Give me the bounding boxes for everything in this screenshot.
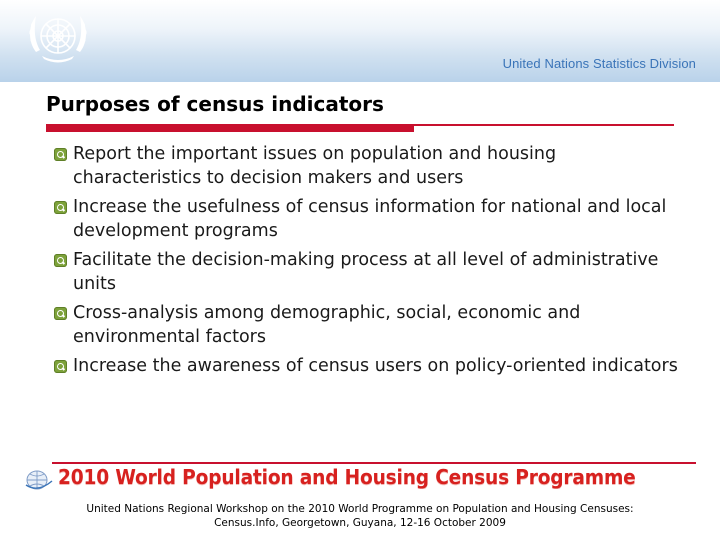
banner-text: 2010 World Population and Housing Census Programme: [58, 465, 636, 489]
bullet-item: [54, 248, 684, 296]
q-bullet-icon: [54, 360, 67, 373]
bullet-text: Cross-analysis among demographic, social, economic and environmental factors: [73, 303, 581, 347]
q-bullet-icon: [54, 148, 67, 161]
banner-rule: [52, 462, 696, 464]
q-bullet-icon: [54, 307, 67, 320]
footer-line-2: Census.Info, Georgetown, Guyana, 12-16 October 2009: [214, 517, 506, 529]
footer: [0, 502, 720, 530]
bullet-item: [54, 301, 684, 349]
q-bullet-icon: [54, 254, 67, 267]
bullet-text: Increase the usefulness of census information for national and local development programs: [73, 197, 667, 241]
bullet-list: [54, 142, 684, 383]
bullet-text: Increase the awareness of census users on policy-oriented indicators: [73, 356, 678, 376]
division-name: United Nations Statistics Division: [502, 56, 696, 71]
bullet-text: Facilitate the decision-making process at all level of administrative units: [73, 250, 659, 294]
slide-title: Purposes of census indicators: [46, 92, 384, 116]
un-emblem-icon: [22, 8, 94, 70]
q-bullet-icon: [54, 201, 67, 214]
bullet-text: Report the important issues on population and housing characteristics to decision makers and users: [73, 144, 557, 188]
footer-line-1: United Nations Regional Workshop on the 2010 World Programme on Population and Housing Censuses:: [86, 503, 634, 515]
title-underline-accent: [46, 124, 414, 132]
bullet-item: [54, 142, 684, 190]
census-programme-banner: [24, 462, 696, 492]
bullet-item: [54, 354, 684, 378]
census-globe-icon: [24, 469, 54, 491]
bullet-item: [54, 195, 684, 243]
